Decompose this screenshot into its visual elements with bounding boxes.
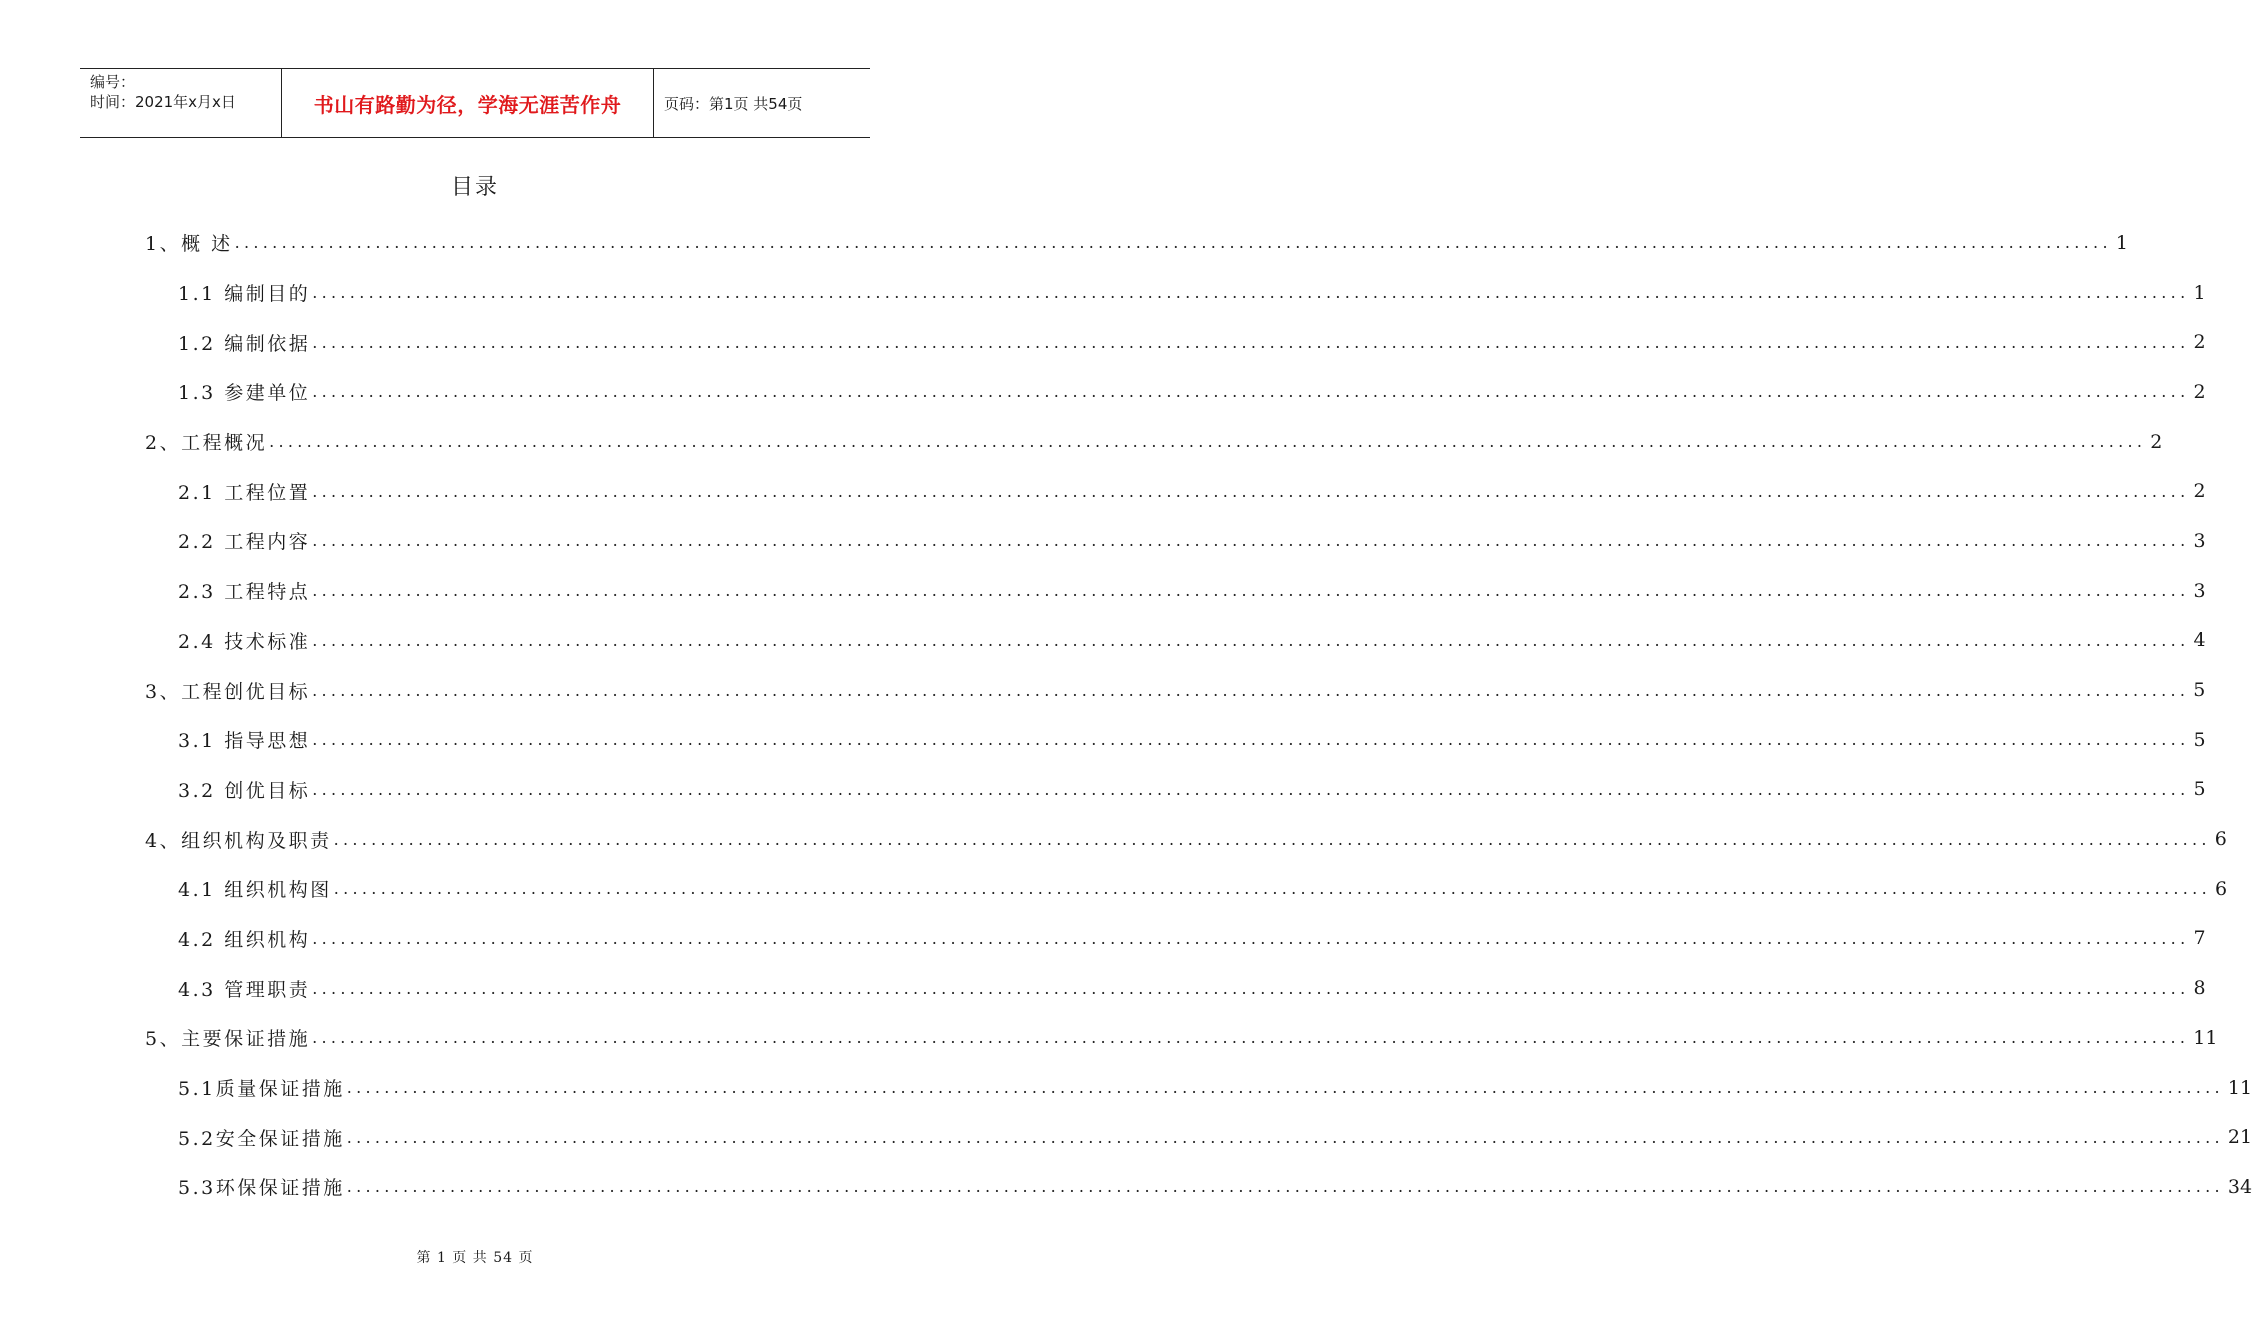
toc-leader-dots: ........................................................................................................................................................................................................	[312, 581, 2190, 601]
toc-leader-dots: ........................................................................................................................................................................................................	[312, 630, 2190, 650]
toc-entry[interactable]	[145, 765, 2206, 815]
toc-entry[interactable]	[145, 864, 2228, 914]
toc-leader-dots: ........................................................................................................................................................................................................	[312, 283, 2190, 303]
toc-leader-dots: ........................................................................................................................................................................................................	[312, 531, 2190, 551]
toc-leader-dots: ........................................................................................................................................................................................................	[312, 481, 2190, 501]
toc-entry-page: 21	[2227, 1126, 2252, 1149]
header-page-number: 页码：第1页 共54页	[664, 94, 803, 113]
toc-leader-dots: ........................................................................................................................................................................................................	[312, 978, 2190, 998]
toc-entry-title: 2、工程概况	[145, 428, 267, 455]
table-of-contents	[145, 218, 2252, 1212]
toc-entry[interactable]	[145, 317, 2206, 367]
toc-leader-dots: ........................................................................................................................................................................................................	[346, 1127, 2224, 1147]
toc-entry[interactable]	[145, 566, 2206, 616]
toc-entry-page: 1	[2115, 231, 2128, 254]
toc-entry-page: 5	[2193, 679, 2206, 702]
toc-entry[interactable]	[145, 417, 2163, 467]
toc-entry-title: 3.1 指导思想	[178, 726, 310, 753]
toc-entry-title: 2.3 工程特点	[178, 577, 310, 604]
header-motto: 书山有路勤为径，学海无涯苦作舟	[282, 69, 654, 137]
toc-entry[interactable]	[145, 218, 2128, 268]
page-footer: 第 1 页 共 54 页	[416, 1250, 534, 1266]
toc-entry-title: 5、主要保证措施	[145, 1024, 310, 1051]
toc-entry-page: 2	[2193, 480, 2206, 503]
toc-entry-title: 3、工程创优目标	[145, 677, 310, 704]
toc-entry-page: 3	[2193, 579, 2206, 602]
toc-entry[interactable]	[145, 268, 2206, 318]
toc-entry[interactable]	[145, 665, 2206, 715]
toc-leader-dots: ........................................................................................................................................................................................................	[312, 779, 2190, 799]
toc-entry-page: 8	[2193, 977, 2206, 1000]
toc-entry-page: 7	[2193, 927, 2206, 950]
toc-entry-title: 1、概 述	[145, 229, 233, 256]
toc-leader-dots: ........................................................................................................................................................................................................	[312, 928, 2190, 948]
document-date: 时间：2021年x月x日	[90, 93, 236, 111]
page-header	[80, 68, 870, 138]
toc-entry-page: 6	[2214, 828, 2227, 851]
toc-entry[interactable]	[145, 516, 2206, 566]
toc-entry-page: 3	[2193, 529, 2206, 552]
toc-entry-page: 11	[2193, 1026, 2218, 1049]
toc-entry-title: 4、组织机构及职责	[145, 826, 332, 853]
toc-entry-page: 4	[2193, 629, 2206, 652]
toc-entry-title: 2.2 工程内容	[178, 527, 310, 554]
toc-entry-page: 11	[2227, 1076, 2252, 1099]
toc-entry[interactable]	[145, 963, 2206, 1013]
toc-entry[interactable]	[145, 367, 2206, 417]
toc-leader-dots: ........................................................................................................................................................................................................	[346, 1078, 2224, 1098]
toc-entry[interactable]	[145, 1162, 2252, 1212]
toc-entry-title: 1.3 参建单位	[178, 378, 310, 405]
toc-entry[interactable]	[145, 814, 2227, 864]
toc-title: 目录	[450, 175, 499, 200]
toc-leader-dots: ........................................................................................................................................................................................................	[312, 1028, 2190, 1048]
toc-entry-page: 5	[2193, 728, 2206, 751]
toc-entry-page: 2	[2193, 380, 2206, 403]
toc-entry-title: 1.1 编制目的	[178, 279, 310, 306]
toc-entry-title: 2.1 工程位置	[178, 478, 310, 505]
toc-entry-page: 2	[2193, 331, 2206, 354]
toc-entry-page: 2	[2150, 430, 2163, 453]
toc-entry-title: 3.2 创优目标	[178, 776, 310, 803]
toc-entry-title: 5.3环保保证措施	[178, 1173, 345, 1200]
toc-entry-title: 4.1 组织机构图	[178, 875, 332, 902]
toc-entry[interactable]	[145, 914, 2206, 964]
toc-entry-title: 2.4 技术标准	[178, 627, 310, 654]
toc-entry-page: 6	[2214, 877, 2228, 900]
toc-entry-page: 1	[2193, 281, 2206, 304]
toc-entry[interactable]	[145, 616, 2206, 666]
toc-entry-title: 5.1质量保证措施	[178, 1074, 345, 1101]
toc-entry[interactable]	[145, 466, 2206, 516]
toc-entry-title: 4.3 管理职责	[178, 975, 310, 1002]
toc-entry-page: 5	[2193, 778, 2206, 801]
toc-leader-dots: ........................................................................................................................................................................................................	[312, 730, 2190, 750]
toc-leader-dots: ........................................................................................................................................................................................................	[312, 680, 2190, 700]
header-meta	[80, 69, 282, 137]
toc-leader-dots: ........................................................................................................................................................................................................	[333, 879, 2211, 899]
document-code-label: 编号：	[90, 73, 136, 91]
toc-entry[interactable]	[145, 1112, 2252, 1162]
toc-leader-dots: ........................................................................................................................................................................................................	[234, 233, 2112, 253]
toc-entry-page: 34	[2227, 1175, 2252, 1198]
toc-leader-dots: ........................................................................................................................................................................................................	[269, 432, 2147, 452]
toc-leader-dots: ........................................................................................................................................................................................................	[312, 382, 2190, 402]
toc-entry[interactable]	[145, 1013, 2218, 1063]
toc-entry-title: 4.2 组织机构	[178, 925, 310, 952]
toc-entry[interactable]	[145, 1063, 2252, 1113]
toc-leader-dots: ........................................................................................................................................................................................................	[346, 1177, 2224, 1197]
toc-entry-title: 1.2 编制依据	[178, 329, 310, 356]
toc-entry[interactable]	[145, 715, 2206, 765]
toc-leader-dots: ........................................................................................................................................................................................................	[312, 332, 2190, 352]
toc-entry-title: 5.2安全保证措施	[178, 1124, 345, 1151]
toc-leader-dots: ........................................................................................................................................................................................................	[333, 829, 2211, 849]
